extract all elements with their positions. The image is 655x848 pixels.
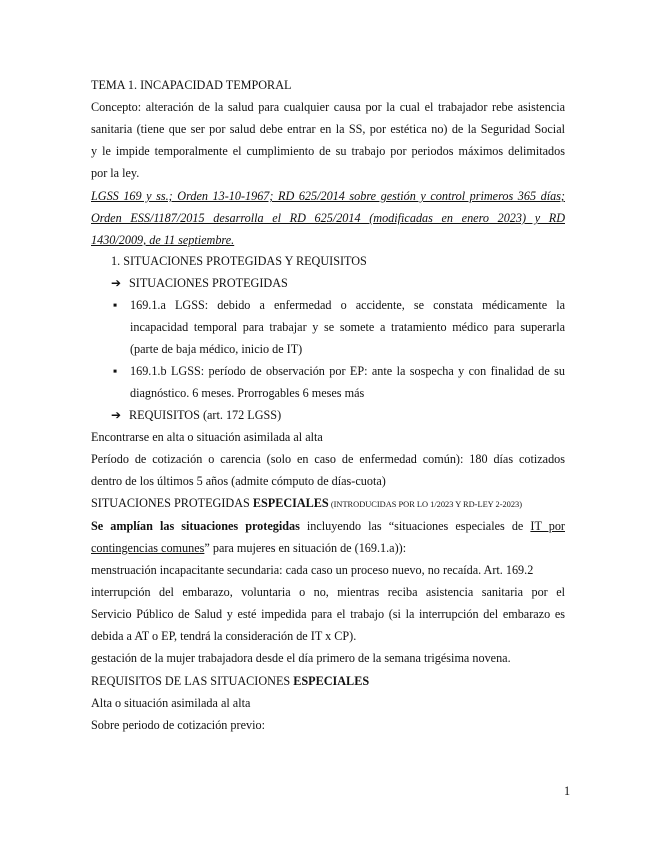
interrupcion-line-1: interrupción del embarazo, voluntaria o no, mientras reciba asistencia sanitaria por el [91, 585, 565, 599]
concepto-line-1: Concepto: alteración de la salud para cualquier causa por la cual el trabajador rebe asistencia [91, 100, 565, 114]
amplian-line-1: Se amplían las situaciones protegidas incluyendo las “situaciones especiales de IT por [91, 519, 565, 533]
heading-situaciones-especiales: SITUACIONES PROTEGIDAS ESPECIALES (INTRODUCIDAS POR LO 1/2023 Y RD-LEY 2-2023) [91, 496, 523, 510]
cotizacion-previo-line: Sobre periodo de cotización previo: [91, 718, 265, 732]
arrow-icon: ➔ [111, 276, 122, 290]
bullet-icon: ▪ [113, 364, 118, 378]
heading-note: (INTRODUCIDAS POR LO 1/2023 Y RD-LEY 2-2023) [328, 500, 523, 509]
subheading-requisitos [111, 407, 565, 423]
subheading-label: REQUISITOS [129, 408, 200, 422]
requisito-alta: Encontrarse en alta o situación asimilada al alta [91, 430, 323, 444]
item-a-line-1: 169.1.a LGSS: debido a enfermedad o accidente, se constata médicamente la [130, 298, 565, 312]
item-a-line-3: (parte de baja médico, inicio de IT) [130, 342, 303, 356]
normativa-line-1: LGSS 169 y ss.; Orden 13-10-1967; RD 625/2014 sobre gestión y control primeros 365 días; [91, 189, 565, 203]
heading-requisitos-especiales: REQUISITOS DE LAS SITUACIONES ESPECIALES [91, 674, 370, 688]
concepto-line-3: y le impide temporalmente el cumplimiento de su trabajo por periodos máximos delimitados [91, 144, 565, 158]
item-b-line-1: 169.1.b LGSS: período de observación por EP: ante la sospecha y con finalidad de su [130, 364, 565, 378]
requisito-cotizacion-line-1: Período de cotización o carencia (solo en caso de enfermedad común): 180 días cotizados [91, 452, 565, 466]
concepto-line-4: por la ley. [91, 166, 140, 180]
subheading-situaciones-protegidas [111, 275, 565, 291]
subheading-label: SITUACIONES PROTEGIDAS [129, 276, 288, 290]
alta-line: Alta o situación asimilada al alta [91, 696, 251, 710]
concepto-line-2: sanitaria (tiene que ser por salud debe entrar en la SS, por estética no) de la Seguridad Social [91, 122, 565, 136]
normativa-line-3: 1430/2009, de 11 septiembre. [91, 233, 235, 247]
page-number: 1 [564, 784, 571, 798]
requisito-cotizacion-line-2: dentro de los últimos 5 años (admite cómputo de días-cuota) [91, 474, 386, 488]
subheading-reference: (art. 172 LGSS) [202, 408, 282, 422]
menstruacion-line: menstruación incapacitante secundaria: cada caso un proceso nuevo, no recaída. Art. 169.2 [91, 563, 534, 577]
section-heading-1: 1. SITUACIONES PROTEGIDAS Y REQUISITOS [111, 254, 367, 268]
interrupcion-line-3: debida a AT o EP, tendrá la consideración de IT x CP). [91, 629, 357, 643]
document-title: TEMA 1. INCAPACIDAD TEMPORAL [91, 78, 292, 92]
arrow-icon: ➔ [111, 408, 122, 422]
item-b-line-2: diagnóstico. 6 meses. Prorrogables 6 meses más [130, 386, 365, 400]
bullet-icon: ▪ [113, 298, 118, 312]
item-a-line-2: incapacidad temporal para trabajar y se somete a tratamiento médico para superarla [130, 320, 565, 334]
interrupcion-line-2: Servicio Público de Salud y esté impedida para el trabajo (si la interrupción del embarazo es [91, 607, 565, 621]
amplian-line-2: contingencias comunes” para mujeres en situación de (169.1.a)): [91, 541, 407, 555]
gestacion-line: gestación de la mujer trabajadora desde el día primero de la semana trigésima novena. [91, 651, 511, 665]
normativa-line-2: Orden ESS/1187/2015 desarrolla el RD 625/2014 (modificadas en enero 2023) y RD [91, 211, 565, 225]
